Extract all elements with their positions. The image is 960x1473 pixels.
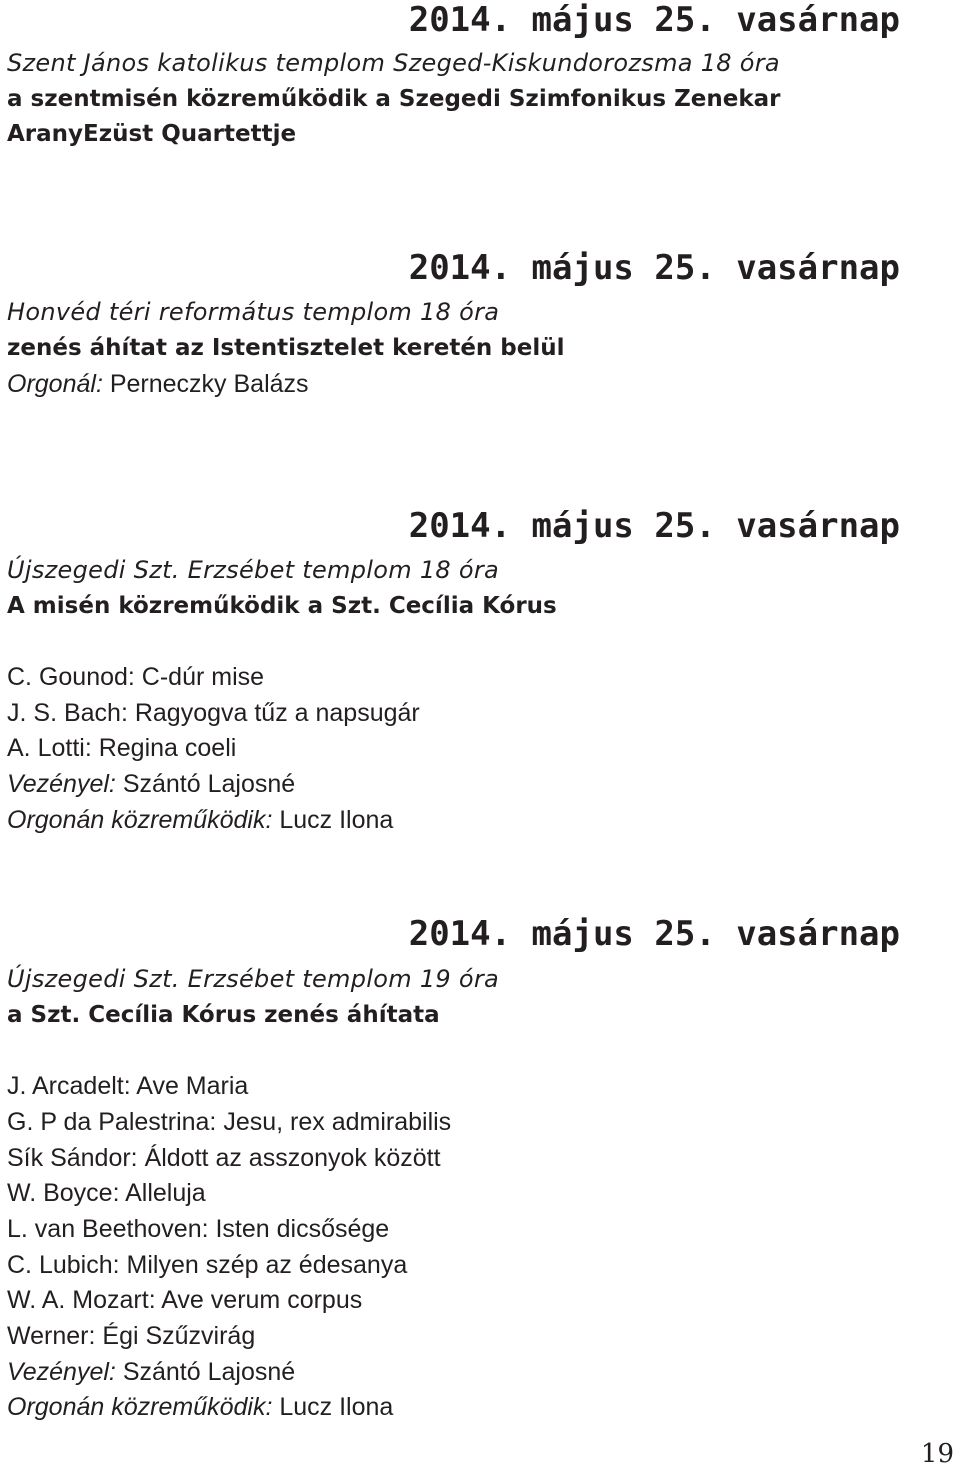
- event-2-date: 2014. május 25. vasárnap: [408, 248, 900, 288]
- page-number: 19: [920, 1439, 954, 1469]
- event-4-program-item-8: Werner: Égi Szűzvirág: [7, 1322, 256, 1350]
- performer-name: Perneczky Balázs: [102, 370, 309, 398]
- event-4-description-line-1: a Szt. Cecília Kórus zenés áhítata: [7, 1002, 440, 1028]
- event-3-program-item-1: C. Gounod: C-dúr mise: [7, 663, 265, 691]
- event-1-description-line-2: AranyEzüst Quartettje: [7, 121, 297, 147]
- event-1-description-line-1: a szentmisén közreműködik a Szegedi Szimfonikus Zenekar: [7, 86, 781, 112]
- event-4-organist: [7, 1390, 393, 1424]
- event-4-conductor: [7, 1355, 295, 1389]
- event-3-date: 2014. május 25. vasárnap: [408, 506, 900, 546]
- event-2-organist: [7, 367, 309, 401]
- event-4-program-item-2: G. P da Palestrina: Jesu, rex admirabilis: [7, 1108, 452, 1136]
- event-4-venue: Újszegedi Szt. Erzsébet templom 19 óra: [7, 965, 500, 993]
- event-3-organist: [7, 803, 393, 837]
- performer-name: Lucz Ilona: [272, 1393, 394, 1421]
- event-1-venue: Szent János katolikus templom Szeged-Kiskundorozsma 18 óra: [7, 49, 780, 77]
- event-2-description-line-1: zenés áhítat az Istentisztelet keretén belül: [7, 335, 565, 361]
- event-4-program-item-6: C. Lubich: Milyen szép az édesanya: [7, 1251, 408, 1279]
- performer-role: Vezényel:: [7, 1358, 116, 1386]
- event-3-description-line-1: A misén közreműködik a Szt. Cecília Kórus: [7, 593, 557, 619]
- performer-name: Szántó Lajosné: [115, 1358, 296, 1386]
- performer-name: Lucz Ilona: [272, 806, 394, 834]
- event-3-conductor: [7, 767, 295, 801]
- event-3-program-item-2: J. S. Bach: Ragyogva tűz a napsugár: [7, 699, 420, 727]
- performer-role: Orgonán közreműködik:: [7, 806, 273, 834]
- performer-name: Szántó Lajosné: [115, 770, 296, 798]
- performer-role: Vezényel:: [7, 770, 116, 798]
- event-4-program-item-1: J. Arcadelt: Ave Maria: [7, 1072, 249, 1100]
- event-4-program-item-4: W. Boyce: Alleluja: [7, 1179, 206, 1207]
- event-2-venue: Honvéd téri református templom 18 óra: [7, 298, 500, 326]
- event-1-date: 2014. május 25. vasárnap: [408, 0, 900, 40]
- event-3-venue: Újszegedi Szt. Erzsébet templom 18 óra: [7, 556, 500, 584]
- event-3-program-item-3: A. Lotti: Regina coeli: [7, 734, 237, 762]
- event-4-program-item-5: L. van Beethoven: Isten dicsősége: [7, 1215, 390, 1243]
- event-4-program-item-3: Sík Sándor: Áldott az asszonyok között: [7, 1144, 441, 1172]
- performer-role: Orgonál:: [7, 370, 103, 398]
- performer-role: Orgonán közreműködik:: [7, 1393, 273, 1421]
- event-4-date: 2014. május 25. vasárnap: [408, 914, 900, 954]
- event-4-program-item-7: W. A. Mozart: Ave verum corpus: [7, 1286, 363, 1314]
